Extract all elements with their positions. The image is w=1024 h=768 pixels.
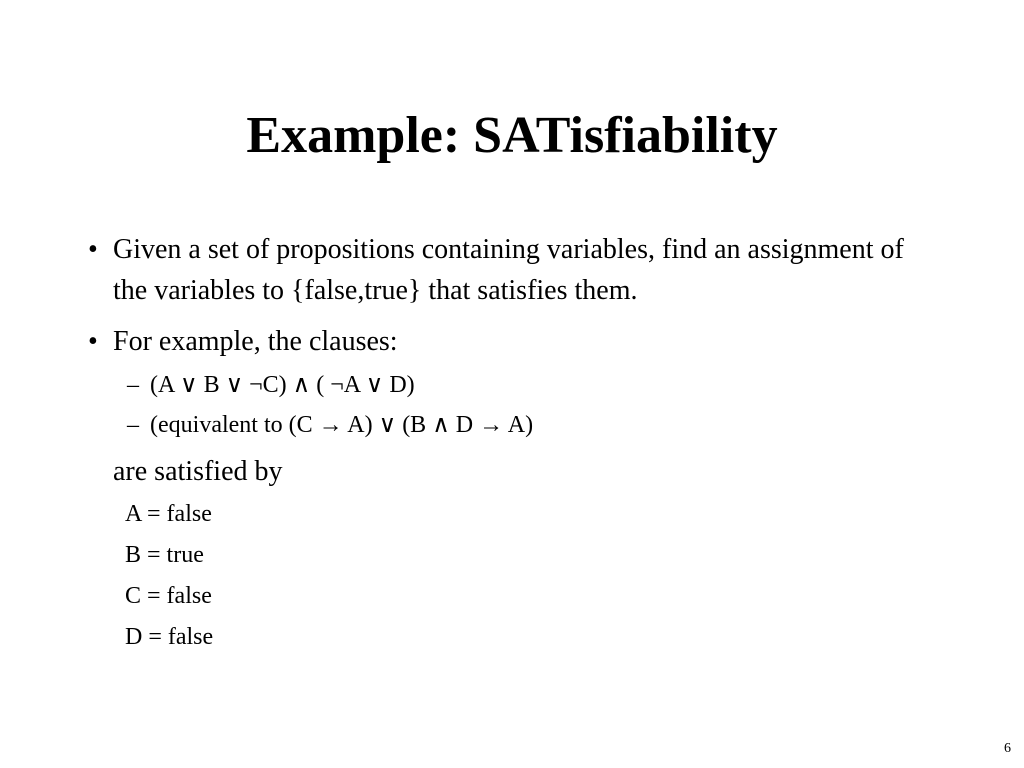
bullet-item [88, 229, 918, 311]
clause-item [127, 365, 918, 405]
bullet-marker: • [88, 326, 98, 357]
continuation-text: are satisfied by [113, 456, 283, 487]
dash-marker: – [127, 372, 139, 398]
clause-text: (A ∨ B ∨ ¬C) ∧ ( ¬A ∨ D) [150, 372, 415, 398]
bullet-text: Given a set of propositions containing variables, find an assignment of the variables to {false,true} that satisfies them. [113, 234, 904, 306]
assignment-list [125, 494, 918, 658]
assignment-item: A = false [125, 501, 212, 527]
bullet-text: For example, the clauses: [113, 326, 398, 357]
clause-list [127, 365, 918, 445]
assignment-item: D = false [125, 624, 214, 650]
assignment-item: C = false [125, 583, 212, 609]
bullet-marker: • [88, 234, 98, 265]
dash-marker: – [127, 412, 139, 438]
slide-title: Example: SATisfiability [246, 107, 778, 164]
clause-item [127, 405, 918, 445]
bullet-item [88, 321, 918, 362]
clause-text: (equivalent to (C → A) ∨ (B ∧ D → A) [150, 412, 534, 438]
assignment-item: B = true [125, 542, 204, 568]
page-number: 6 [1004, 741, 1011, 756]
bullet-list [88, 229, 918, 658]
